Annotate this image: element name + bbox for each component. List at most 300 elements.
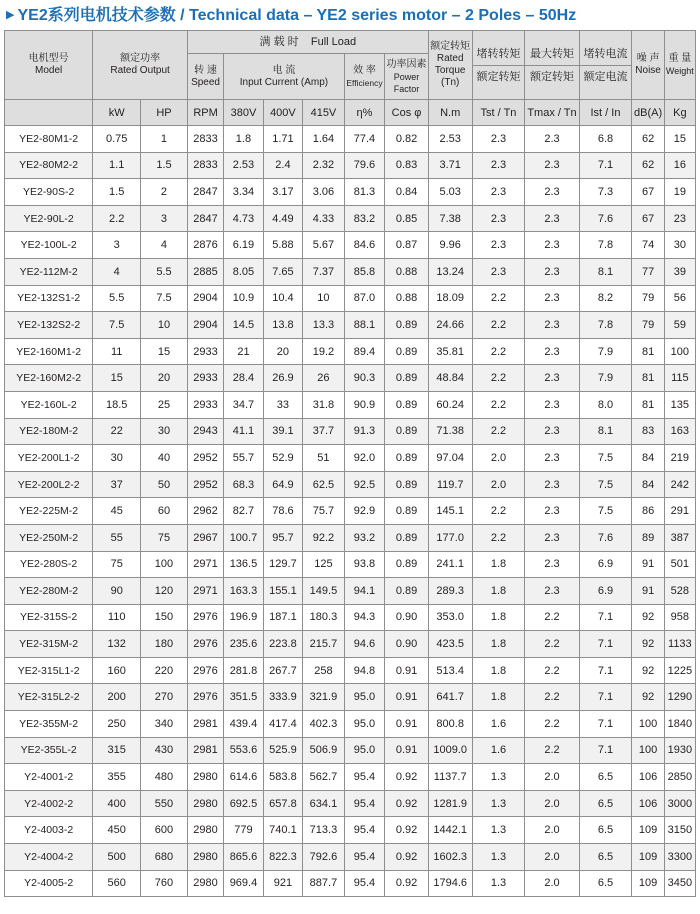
value-cell: 550 [141, 790, 188, 817]
value-cell: 81.3 [344, 179, 385, 206]
value-cell: 822.3 [263, 844, 302, 871]
value-cell: 62.5 [303, 471, 345, 498]
value-cell: 2933 [187, 391, 223, 418]
value-cell: 5.67 [303, 232, 345, 259]
value-cell: 55.7 [224, 445, 263, 472]
value-cell: 1 [141, 126, 188, 153]
value-cell: 2980 [187, 817, 223, 844]
value-cell: 91 [632, 578, 664, 605]
value-cell: 94.3 [344, 604, 385, 631]
value-cell: 89 [632, 524, 664, 551]
header-full-load: 满 载 时 Full Load [187, 31, 428, 54]
value-cell: 48.84 [428, 365, 472, 392]
value-cell: 95.0 [344, 711, 385, 738]
value-cell: 560 [93, 870, 141, 897]
model-cell: YE2-280S-2 [5, 551, 93, 578]
model-cell: YE2-250M-2 [5, 524, 93, 551]
model-cell: YE2-200L1-2 [5, 445, 93, 472]
value-cell: 14.5 [224, 312, 263, 339]
unit-cell: Tst / Tn [472, 100, 525, 126]
value-cell: 2.3 [525, 258, 579, 285]
value-cell: 0.89 [385, 312, 429, 339]
value-cell: 423.5 [428, 631, 472, 658]
value-cell: 5.03 [428, 179, 472, 206]
value-cell: 88.1 [344, 312, 385, 339]
value-cell: 13.8 [263, 312, 302, 339]
model-cell: YE2-355M-2 [5, 711, 93, 738]
value-cell: 250 [93, 711, 141, 738]
value-cell: 0.92 [385, 817, 429, 844]
model-cell: YE2-90S-2 [5, 179, 93, 206]
value-cell: 2.2 [472, 498, 525, 525]
unit-cell: 380V [224, 100, 263, 126]
value-cell: 13.24 [428, 258, 472, 285]
value-cell: 2.3 [525, 205, 579, 232]
value-cell: 7.65 [263, 258, 302, 285]
value-cell: 270 [141, 684, 188, 711]
value-cell: 92 [632, 657, 664, 684]
value-cell: 81 [632, 365, 664, 392]
value-cell: 2.2 [472, 365, 525, 392]
header-efficiency: 效 率 Efficiency [344, 54, 385, 100]
value-cell: 8.1 [579, 418, 632, 445]
value-cell: 95.4 [344, 870, 385, 897]
value-cell: 95.4 [344, 844, 385, 871]
value-cell: 150 [141, 604, 188, 631]
value-cell: 2980 [187, 764, 223, 791]
value-cell: 2.3 [525, 471, 579, 498]
model-cell: Y2-4005-2 [5, 870, 93, 897]
value-cell: 0.88 [385, 285, 429, 312]
unit-cell: η% [344, 100, 385, 126]
value-cell: 7.5 [579, 471, 632, 498]
value-cell: 6.5 [579, 870, 632, 897]
value-cell: 2.3 [525, 418, 579, 445]
unit-cell: 415V [303, 100, 345, 126]
value-cell: 8.0 [579, 391, 632, 418]
value-cell: 160 [93, 657, 141, 684]
model-cell: YE2-225M-2 [5, 498, 93, 525]
unit-cell: Ist / In [579, 100, 632, 126]
value-cell: 7.6 [579, 524, 632, 551]
value-cell: 2876 [187, 232, 223, 259]
table-row [5, 604, 696, 631]
value-cell: 2.2 [525, 711, 579, 738]
value-cell: 0.84 [385, 179, 429, 206]
table-row [5, 285, 696, 312]
value-cell: 2943 [187, 418, 223, 445]
value-cell: 2.4 [263, 152, 302, 179]
value-cell: 2904 [187, 312, 223, 339]
value-cell: 95.4 [344, 817, 385, 844]
value-cell: 55 [93, 524, 141, 551]
value-cell: 90.9 [344, 391, 385, 418]
value-cell: 6.5 [579, 844, 632, 871]
value-cell: 2.2 [525, 657, 579, 684]
value-cell: 177.0 [428, 524, 472, 551]
unit-cell: N.m [428, 100, 472, 126]
value-cell: 680 [141, 844, 188, 871]
value-cell: 0.89 [385, 471, 429, 498]
value-cell: 91.3 [344, 418, 385, 445]
value-cell: 20 [141, 365, 188, 392]
value-cell: 200 [93, 684, 141, 711]
value-cell: 501 [664, 551, 695, 578]
table-row [5, 764, 696, 791]
value-cell: 7.1 [579, 737, 632, 764]
value-cell: 94.8 [344, 657, 385, 684]
header-locked-torque: 堵转转矩 额定转矩 [472, 31, 525, 100]
value-cell: 2.3 [525, 498, 579, 525]
unit-cell: Kg [664, 100, 695, 126]
table-row [5, 471, 696, 498]
value-cell: 94.6 [344, 631, 385, 658]
value-cell: 1794.6 [428, 870, 472, 897]
model-cell: YE2-315M-2 [5, 631, 93, 658]
value-cell: 2933 [187, 365, 223, 392]
value-cell: 34.7 [224, 391, 263, 418]
value-cell: 11 [93, 338, 141, 365]
value-cell: 120 [141, 578, 188, 605]
value-cell: 115 [664, 365, 695, 392]
value-cell: 37.7 [303, 418, 345, 445]
value-cell: 2.2 [472, 312, 525, 339]
value-cell: 41.1 [224, 418, 263, 445]
value-cell: 2.32 [303, 152, 345, 179]
value-cell: 1133 [664, 631, 695, 658]
value-cell: 2.3 [472, 205, 525, 232]
model-cell: YE2-355L-2 [5, 737, 93, 764]
model-cell: YE2-315L1-2 [5, 657, 93, 684]
table-row [5, 338, 696, 365]
value-cell: 106 [632, 790, 664, 817]
model-cell: YE2-180M-2 [5, 418, 93, 445]
value-cell: 75 [141, 524, 188, 551]
value-cell: 92.2 [303, 524, 345, 551]
value-cell: 2.2 [525, 684, 579, 711]
value-cell: 2.3 [525, 365, 579, 392]
value-cell: 64.9 [263, 471, 302, 498]
value-cell: 180.3 [303, 604, 345, 631]
table-row [5, 844, 696, 871]
value-cell: 0.89 [385, 418, 429, 445]
value-cell: 3150 [664, 817, 695, 844]
value-cell: 92.0 [344, 445, 385, 472]
value-cell: 83 [632, 418, 664, 445]
play-marker-icon: ▶ [6, 9, 15, 21]
unit-cell: dB(A) [632, 100, 664, 126]
value-cell: 1281.9 [428, 790, 472, 817]
value-cell: 2.2 [472, 285, 525, 312]
value-cell: 106 [632, 764, 664, 791]
value-cell: 7.8 [579, 232, 632, 259]
value-cell: 77.4 [344, 126, 385, 153]
value-cell: 10 [141, 312, 188, 339]
value-cell: 84 [632, 471, 664, 498]
value-cell: 136.5 [224, 551, 263, 578]
table-row [5, 205, 696, 232]
page-title-text: YE2系列电机技术参数 / Technical data – YE2 series motor – 2 Poles – 50Hz [17, 7, 577, 24]
value-cell: 2.3 [525, 524, 579, 551]
value-cell: 2885 [187, 258, 223, 285]
value-cell: 2.3 [525, 391, 579, 418]
value-cell: 132 [93, 631, 141, 658]
value-cell: 100 [632, 711, 664, 738]
value-cell: 1.8 [472, 631, 525, 658]
value-cell: 0.89 [385, 498, 429, 525]
value-cell: 95.4 [344, 764, 385, 791]
value-cell: 2.2 [525, 737, 579, 764]
value-cell: 0.92 [385, 870, 429, 897]
value-cell: 2.3 [472, 232, 525, 259]
value-cell: 0.92 [385, 790, 429, 817]
value-cell: 7.38 [428, 205, 472, 232]
value-cell: 3000 [664, 790, 695, 817]
value-cell: 84.6 [344, 232, 385, 259]
value-cell: 2976 [187, 631, 223, 658]
value-cell: 713.3 [303, 817, 345, 844]
value-cell: 614.6 [224, 764, 263, 791]
value-cell: 149.5 [303, 578, 345, 605]
table-header [5, 31, 696, 126]
value-cell: 2971 [187, 551, 223, 578]
value-cell: 2.0 [472, 471, 525, 498]
value-cell: 25 [141, 391, 188, 418]
value-cell: 67 [632, 179, 664, 206]
value-cell: 1.8 [472, 684, 525, 711]
value-cell: 10.4 [263, 285, 302, 312]
value-cell: 525.9 [263, 737, 302, 764]
value-cell: 40 [141, 445, 188, 472]
model-cell: Y2-4004-2 [5, 844, 93, 871]
model-cell: YE2-200L2-2 [5, 471, 93, 498]
value-cell: 219 [664, 445, 695, 472]
value-cell: 450 [93, 817, 141, 844]
value-cell: 2833 [187, 126, 223, 153]
value-cell: 2933 [187, 338, 223, 365]
value-cell: 321.9 [303, 684, 345, 711]
value-cell: 351.5 [224, 684, 263, 711]
value-cell: 387 [664, 524, 695, 551]
value-cell: 92 [632, 631, 664, 658]
value-cell: 100 [664, 338, 695, 365]
table-row [5, 179, 696, 206]
value-cell: 1602.3 [428, 844, 472, 871]
model-cell: YE2-100L-2 [5, 232, 93, 259]
value-cell: 2980 [187, 870, 223, 897]
value-cell: 2.3 [525, 578, 579, 605]
value-cell: 2.2 [472, 391, 525, 418]
value-cell: 402.3 [303, 711, 345, 738]
value-cell: 2.3 [525, 232, 579, 259]
value-cell: 6.9 [579, 551, 632, 578]
value-cell: 74 [632, 232, 664, 259]
value-cell: 31.8 [303, 391, 345, 418]
value-cell: 30 [93, 445, 141, 472]
value-cell: 0.90 [385, 631, 429, 658]
header-max-torque: 最大转矩 额定转矩 [525, 31, 579, 100]
table-row [5, 684, 696, 711]
value-cell: 600 [141, 817, 188, 844]
value-cell: 2904 [187, 285, 223, 312]
value-cell: 1.3 [472, 844, 525, 871]
value-cell: 56 [664, 285, 695, 312]
value-cell: 21 [224, 338, 263, 365]
value-cell: 500 [93, 844, 141, 871]
value-cell: 439.4 [224, 711, 263, 738]
value-cell: 100 [141, 551, 188, 578]
value-cell: 92.9 [344, 498, 385, 525]
value-cell: 2.2 [472, 524, 525, 551]
value-cell: 0.75 [93, 126, 141, 153]
value-cell: 3 [141, 205, 188, 232]
table-row [5, 524, 696, 551]
header-model: 电机型号 Model [5, 31, 93, 100]
value-cell: 2.3 [472, 152, 525, 179]
value-cell: 86 [632, 498, 664, 525]
value-cell: 155.1 [263, 578, 302, 605]
value-cell: 958 [664, 604, 695, 631]
value-cell: 79 [632, 285, 664, 312]
model-cell: YE2-80M2-2 [5, 152, 93, 179]
table-row [5, 551, 696, 578]
header-weight: 重 量 Weight [664, 31, 695, 100]
value-cell: 24.66 [428, 312, 472, 339]
header-power-factor: 功率因素 Power Factor [385, 54, 429, 100]
value-cell: 0.89 [385, 338, 429, 365]
value-cell: 760 [141, 870, 188, 897]
value-cell: 59 [664, 312, 695, 339]
value-cell: 94.1 [344, 578, 385, 605]
value-cell: 91 [632, 551, 664, 578]
value-cell: 921 [263, 870, 302, 897]
unit-cell: 400V [263, 100, 302, 126]
value-cell: 2.0 [525, 764, 579, 791]
value-cell: 15 [141, 338, 188, 365]
value-cell: 2.0 [525, 790, 579, 817]
value-cell: 95.0 [344, 684, 385, 711]
value-cell: 2850 [664, 764, 695, 791]
value-cell: 60 [141, 498, 188, 525]
value-cell: 2.3 [525, 338, 579, 365]
value-cell: 0.82 [385, 126, 429, 153]
value-cell: 340 [141, 711, 188, 738]
value-cell: 2981 [187, 737, 223, 764]
value-cell: 2980 [187, 844, 223, 871]
value-cell: 52.9 [263, 445, 302, 472]
value-cell: 1930 [664, 737, 695, 764]
value-cell: 79 [632, 312, 664, 339]
value-cell: 4.73 [224, 205, 263, 232]
value-cell: 2967 [187, 524, 223, 551]
value-cell: 1.8 [224, 126, 263, 153]
value-cell: 78.6 [263, 498, 302, 525]
value-cell: 87.0 [344, 285, 385, 312]
value-cell: 23 [664, 205, 695, 232]
table-row [5, 790, 696, 817]
value-cell: 92.5 [344, 471, 385, 498]
value-cell: 19.2 [303, 338, 345, 365]
value-cell: 10.9 [224, 285, 263, 312]
value-cell: 196.9 [224, 604, 263, 631]
value-cell: 7.1 [579, 684, 632, 711]
value-cell: 291 [664, 498, 695, 525]
value-cell: 641.7 [428, 684, 472, 711]
value-cell: 241.1 [428, 551, 472, 578]
model-cell: Y2-4002-2 [5, 790, 93, 817]
value-cell: 95.0 [344, 737, 385, 764]
value-cell: 1840 [664, 711, 695, 738]
value-cell: 969.4 [224, 870, 263, 897]
value-cell: 39 [664, 258, 695, 285]
value-cell: 289.3 [428, 578, 472, 605]
value-cell: 119.7 [428, 471, 472, 498]
table-row [5, 578, 696, 605]
value-cell: 562.7 [303, 764, 345, 791]
value-cell: 26.9 [263, 365, 302, 392]
table-row [5, 445, 696, 472]
value-cell: 7.1 [579, 152, 632, 179]
value-cell: 5.88 [263, 232, 302, 259]
value-cell: 2.3 [525, 445, 579, 472]
value-cell: 163.3 [224, 578, 263, 605]
value-cell: 3300 [664, 844, 695, 871]
value-cell: 2976 [187, 684, 223, 711]
value-cell: 480 [141, 764, 188, 791]
value-cell: 1442.1 [428, 817, 472, 844]
value-cell: 1.3 [472, 870, 525, 897]
unit-cell: kW [93, 100, 141, 126]
value-cell: 18.09 [428, 285, 472, 312]
value-cell: 82.7 [224, 498, 263, 525]
model-cell: YE2-315L2-2 [5, 684, 93, 711]
value-cell: 553.6 [224, 737, 263, 764]
value-cell: 800.8 [428, 711, 472, 738]
value-cell: 129.7 [263, 551, 302, 578]
value-cell: 85.8 [344, 258, 385, 285]
value-cell: 417.4 [263, 711, 302, 738]
value-cell: 8.05 [224, 258, 263, 285]
value-cell: 2.3 [472, 258, 525, 285]
value-cell: 1.3 [472, 817, 525, 844]
value-cell: 4.49 [263, 205, 302, 232]
value-cell: 865.6 [224, 844, 263, 871]
value-cell: 10 [303, 285, 345, 312]
value-cell: 9.96 [428, 232, 472, 259]
value-cell: 1137.7 [428, 764, 472, 791]
value-cell: 93.8 [344, 551, 385, 578]
value-cell: 8.2 [579, 285, 632, 312]
value-cell: 2.3 [525, 152, 579, 179]
value-cell: 92 [632, 604, 664, 631]
value-cell: 95.4 [344, 790, 385, 817]
value-cell: 1.3 [472, 790, 525, 817]
value-cell: 75.7 [303, 498, 345, 525]
value-cell: 2952 [187, 445, 223, 472]
value-cell: 60.24 [428, 391, 472, 418]
value-cell: 779 [224, 817, 263, 844]
model-cell: YE2-112M-2 [5, 258, 93, 285]
value-cell: 1.1 [93, 152, 141, 179]
model-cell: YE2-80M1-2 [5, 126, 93, 153]
unit-cell: Tmax / Tn [525, 100, 579, 126]
value-cell: 0.88 [385, 258, 429, 285]
value-cell: 39.1 [263, 418, 302, 445]
value-cell: 7.3 [579, 179, 632, 206]
table-row [5, 418, 696, 445]
value-cell: 6.5 [579, 764, 632, 791]
value-cell: 2976 [187, 657, 223, 684]
